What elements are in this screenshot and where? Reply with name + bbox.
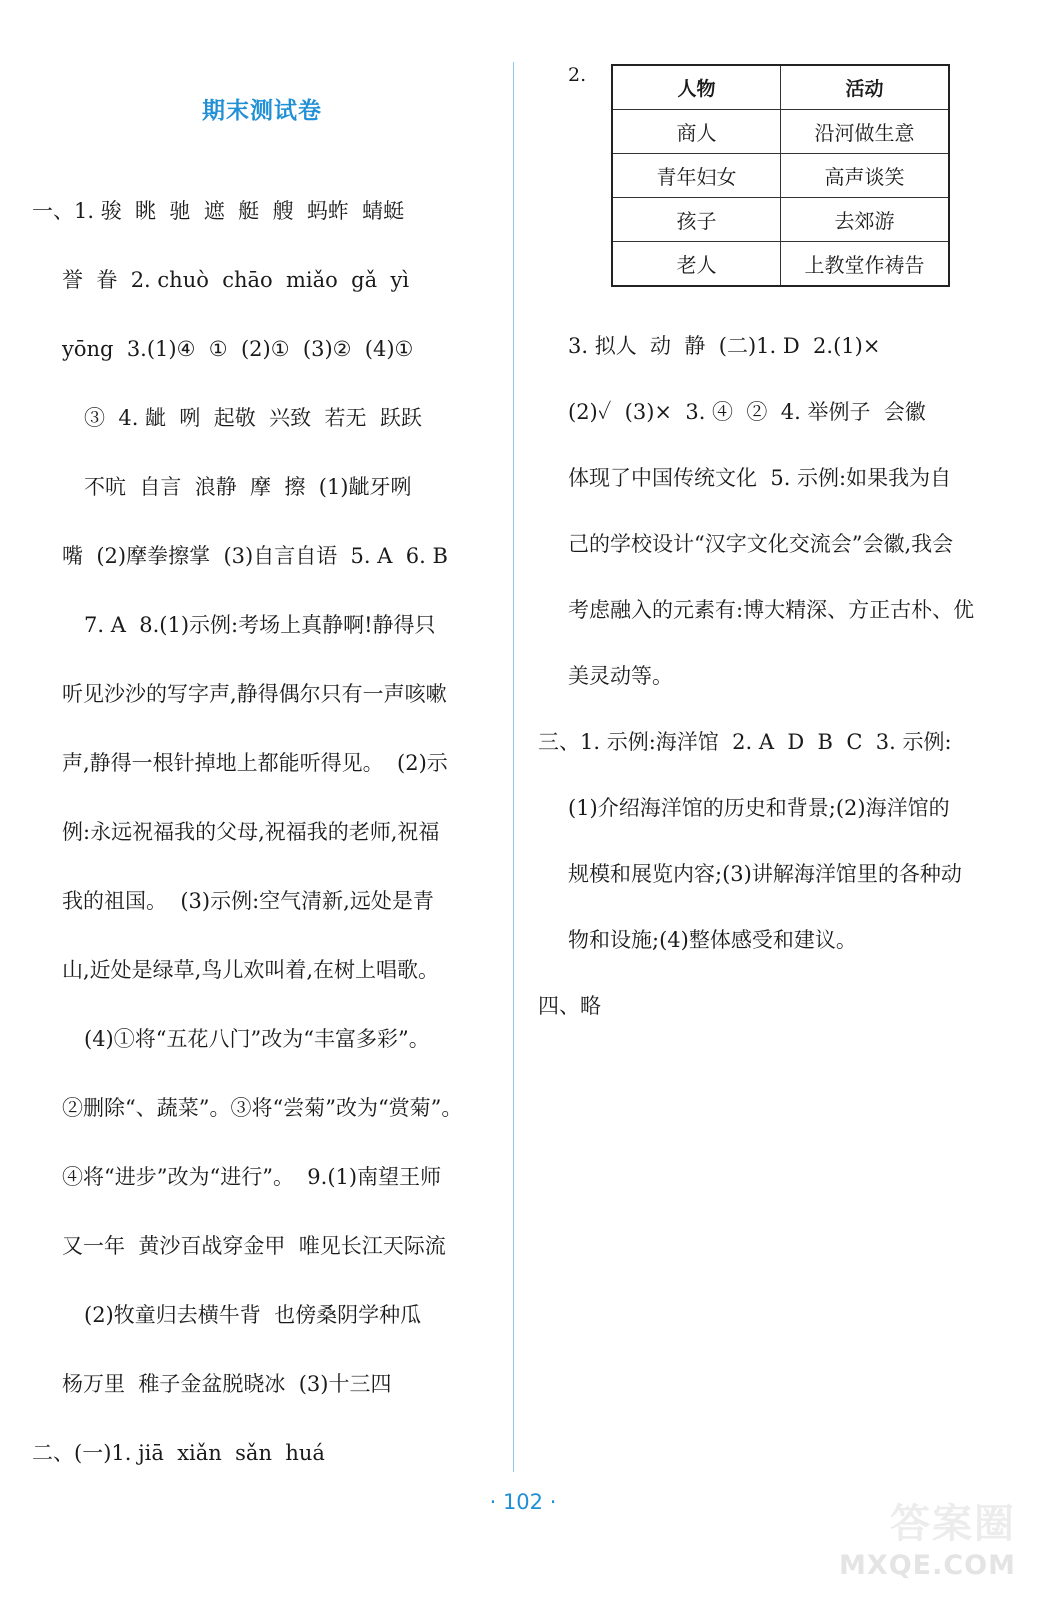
table-cell: 上教堂作祷告	[781, 242, 950, 287]
answer-line: ④将“进步”改为“进行”。 9.(1)南望王师	[62, 1165, 442, 1189]
column-divider	[513, 62, 514, 1472]
table-row	[612, 154, 949, 198]
answer-line: 美灵动等。	[568, 664, 673, 688]
answer-line: 一、1. 骏 眺 驰 遮 艇 艘 蚂蚱 蜻蜓	[32, 199, 405, 223]
answer-line: yōng 3.(1)④ ① (2)① (3)② (4)①	[62, 337, 414, 361]
answer-line: 规模和展览内容;(3)讲解海洋馆里的各种动	[568, 862, 962, 886]
table-row	[612, 198, 949, 242]
page-title: 期末测试卷	[202, 98, 322, 124]
answer-line: ②删除“、蔬菜”。③将“尝菊”改为“赏菊”。	[62, 1096, 463, 1120]
table-cell: 沿河做生意	[781, 110, 950, 154]
answer-line: 7. A 8.(1)示例:考场上真静啊!静得只	[84, 613, 436, 637]
table-cell: 青年妇女	[612, 154, 781, 198]
watermark-top-text: 答案圈	[890, 1501, 1016, 1547]
table-cell: 孩子	[612, 198, 781, 242]
answer-line: 考虑融入的元素有:博大精深、方正古朴、优	[568, 598, 975, 622]
answer-line: (4)①将“五花八门”改为“丰富多彩”。	[84, 1027, 430, 1051]
table-cell: 高声谈笑	[781, 154, 950, 198]
table-cell: 去郊游	[781, 198, 950, 242]
table-cell: 商人	[612, 110, 781, 154]
answer-line: 听见沙沙的写字声,静得偶尔只有一声咳嗽	[62, 682, 447, 706]
answer-line: 山,近处是绿草,鸟儿欢叫着,在树上唱歌。	[62, 958, 440, 982]
answer-line: 杨万里 稚子金盆脱晓冰 (3)十三四	[62, 1372, 392, 1396]
answer-line: 又一年 黄沙百战穿金甲 唯见长江天际流	[62, 1234, 446, 1258]
answer-line: 我的祖国。 (3)示例:空气清新,远处是青	[62, 889, 434, 913]
table-header-row	[612, 65, 949, 110]
watermark-site-text: MXQE.COM	[839, 1550, 1016, 1581]
page-number: · 102 ·	[489, 1490, 557, 1514]
answer-line: ③ 4. 龇 咧 起敬 兴致 若无 跃跃	[84, 406, 422, 430]
answer-line: 二、(一)1. jiā xiǎn sǎn huá	[32, 1441, 325, 1465]
answer-line: 己的学校设计“汉字文化交流会”会徽,我会	[568, 532, 954, 556]
answer-line: 誉 眷 2. chuò chāo miǎo gǎ yì	[62, 268, 410, 292]
table-cell: 老人	[612, 242, 781, 287]
table-number: 2.	[568, 64, 587, 86]
table-row	[612, 242, 949, 287]
answer-line: 物和设施;(4)整体感受和建议。	[568, 928, 857, 952]
table-row	[612, 110, 949, 154]
answer-line: 体现了中国传统文化 5. 示例:如果我为自	[568, 466, 952, 490]
answer-line: 四、略	[538, 994, 601, 1018]
answer-line: (2)✓ (3)× 3. ④ ② 4. 举例子 会徽	[568, 400, 926, 424]
answer-line: (1)介绍海洋馆的历史和背景;(2)海洋馆的	[568, 796, 950, 820]
table-header-cell: 活动	[781, 65, 950, 110]
characters-activities-table	[611, 64, 950, 287]
answer-line: 例:永远祝福我的父母,祝福我的老师,祝福	[62, 820, 440, 844]
answer-line: 三、1. 示例:海洋馆 2. A D B C 3. 示例:	[538, 730, 952, 754]
answer-line: 不吭 自言 浪静 摩 擦 (1)龇牙咧	[84, 475, 412, 499]
table-header-cell: 人物	[612, 65, 781, 110]
answer-line: 嘴 (2)摩拳擦掌 (3)自言自语 5. A 6. B	[62, 544, 448, 568]
answer-line: 声,静得一根针掉地上都能听得见。 (2)示	[62, 751, 448, 775]
answer-line: 3. 拟人 动 静 (二)1. D 2.(1)×	[568, 334, 881, 358]
watermark-logo	[839, 1485, 1032, 1593]
answer-line: (2)牧童归去横牛背 也傍桑阴学种瓜	[84, 1303, 422, 1327]
